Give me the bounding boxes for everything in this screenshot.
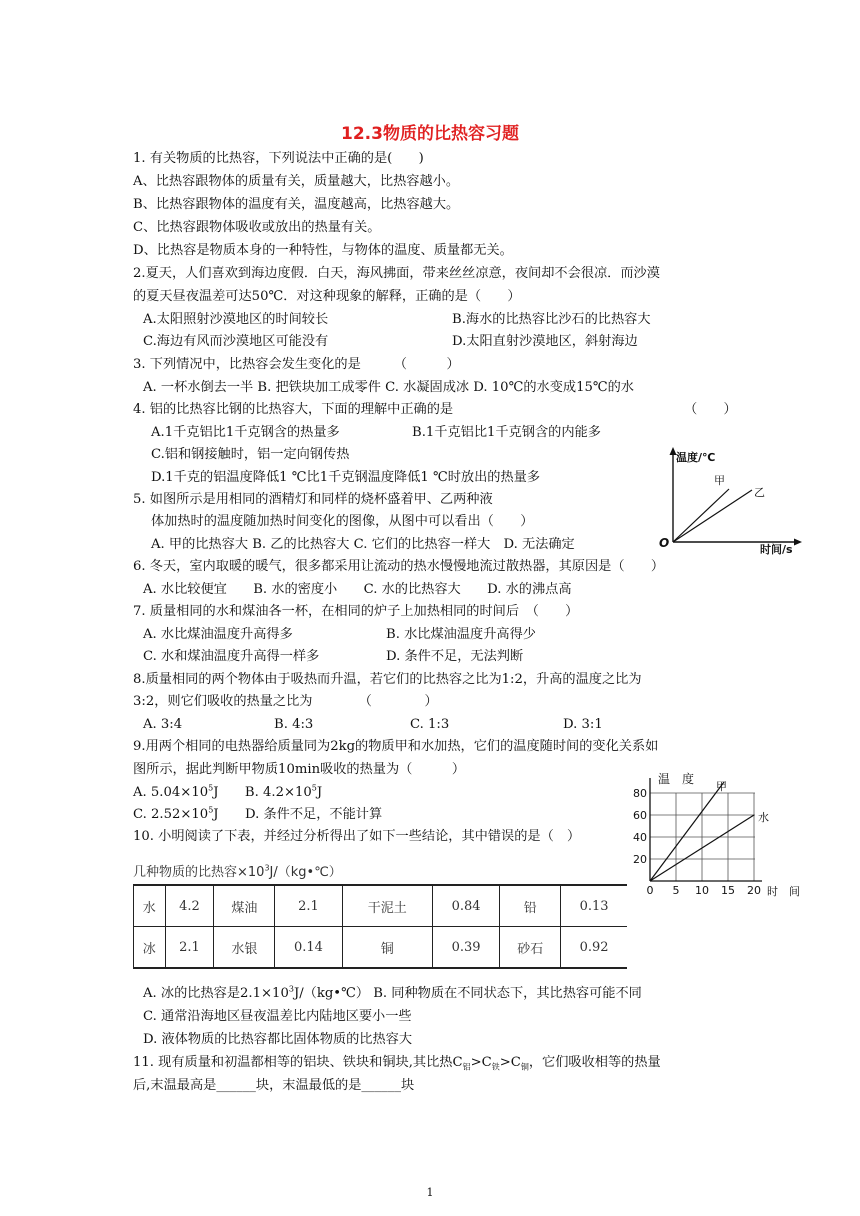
option-4d: D.1千克的铝温度降低1 ℃比1千克钢温度降低1 ℃时放出的热量多	[151, 470, 541, 485]
table-cell: 2.1	[165, 927, 214, 969]
option-10a-base: A. 冰的比热容是2.1×10	[143, 986, 289, 1001]
table-row	[134, 885, 628, 927]
question-3: 3. 下列情况中，比热容会发生变化的是 （ ）	[133, 357, 460, 372]
temperature-time-graph-2	[630, 770, 810, 900]
graph2-xlabel: 时 间	[767, 885, 800, 898]
graph1-origin: O	[659, 536, 670, 550]
options-6: A. 水比较便宜 B. 水的密度小 C. 水的比热容大 D. 水的沸点高	[143, 582, 572, 597]
option-1c: C、比热容跟物体吸收或放出的热量有关。	[133, 220, 381, 235]
option-10a-rest: J/（kg•℃） B. 同种物质在不同状态下，其比热容可能不同	[293, 986, 642, 1001]
question-2-line2: 的夏天昼夜温差可达50℃．对这种现象的解释，正确的是（ ）	[133, 289, 521, 304]
option-1d: D、比热容是物质本身的一种特性，与物体的温度、质量都无关。	[133, 243, 513, 258]
page-number: 1	[426, 1186, 434, 1199]
option-7a: A. 水比煤油温度升高得多	[143, 627, 293, 642]
graph1-label-yi: 乙	[754, 486, 765, 499]
options-5: A. 甲的比热容大 B. 乙的比热容大 C. 它们的比热容一样大 D. 无法确定	[151, 537, 575, 552]
option-7d: D. 条件不足，无法判断	[386, 649, 524, 664]
table-cell: 2.1	[275, 885, 342, 927]
option-9c-exp: 5	[208, 805, 214, 815]
graph2-xtick-0: 0	[646, 884, 654, 897]
graph1-line-jia	[673, 489, 729, 542]
table-cell: 0.39	[432, 927, 499, 969]
subscript-al: 铝	[462, 1062, 471, 1072]
question-7: 7. 质量相同的水和煤油各一杯，在相同的炉子上加热相同的时间后 （ ）	[133, 604, 579, 619]
temperature-time-graph-1	[656, 444, 808, 556]
question-2-line1: 2.夏天，人们喜欢到海边度假．白天，海风拂面，带来丝丝凉意，夜间却不会很凉．而沙漠	[133, 266, 660, 281]
option-2b: B.海水的比热容比沙石的比热容大	[452, 312, 651, 327]
graph2-ylabel: 温 度	[658, 772, 695, 786]
table-cell: 铜	[342, 927, 432, 969]
option-9c	[133, 807, 219, 822]
option-9a	[133, 785, 219, 800]
table-cell: 铅	[500, 885, 561, 927]
table-cell: 水银	[214, 927, 275, 969]
table-row	[134, 927, 628, 969]
option-8c: C. 1:3	[410, 717, 450, 732]
graph2-label-water: 水	[758, 811, 769, 824]
option-10c: C. 通常沿海地区昼夜温差比内陆地区要小一些	[143, 1009, 412, 1024]
option-4a: A.1千克铝比1千克钢含的热量多	[151, 425, 340, 440]
table-caption-unit: J/（kg•℃）	[269, 865, 342, 880]
option-9-row1	[133, 785, 322, 801]
option-9c-base: C. 2.52×10	[133, 807, 209, 822]
option-9b-unit: J	[316, 785, 323, 800]
option-2a: A.太阳照射沙漠地区的时间较长	[143, 312, 329, 327]
graph2-xtick-10: 10	[695, 884, 709, 897]
graph2-ytick-60: 60	[633, 809, 647, 822]
option-9a-base: A. 5.04×10	[133, 785, 209, 800]
graph2-ytick-20: 20	[633, 853, 647, 866]
question-5-line2: 体加热时的温度随加热时间变化的图像，从图中可以看出（ ）	[151, 514, 534, 529]
question-9-line1: 9.用两个相同的电热器给质量同为2kg的物质甲和水加热，它们的温度随时间的变化关系如	[133, 739, 659, 754]
table-cell: 0.92	[561, 927, 627, 969]
option-9a-exp: 5	[208, 783, 214, 793]
table-caption	[133, 861, 342, 880]
question-5-line1: 5. 如图所示是用相同的酒精灯和同样的烧杯盛着甲、乙两种液	[133, 492, 493, 507]
graph1-x-arrow	[794, 539, 802, 546]
table-cell: 煤油	[214, 885, 275, 927]
page-title: 12.3物质的比热容习题	[341, 124, 519, 144]
table-cell: 水	[134, 885, 166, 927]
table-caption-exp: 3	[264, 863, 270, 873]
option-9b	[245, 785, 322, 800]
question-1: 1. 有关物质的比热容，下列说法中正确的是( )	[133, 151, 424, 166]
graph2-ytick-80: 80	[633, 787, 647, 800]
subscript-fe: 铁	[491, 1062, 500, 1072]
question-11-text: 11. 现有质量和初温都相等的铝块、铁块和铜块,其比热C	[133, 1055, 463, 1070]
table-cell: 冰	[134, 927, 166, 969]
table-cell: 砂石	[500, 927, 561, 969]
question-4-bracket: （ ）	[684, 402, 737, 417]
option-8a: A. 3:4	[143, 717, 183, 732]
option-9b-exp: 5	[311, 783, 317, 793]
graph2-ytick-40: 40	[633, 831, 647, 844]
graph2-xtick-15: 15	[721, 884, 735, 897]
option-9-row2	[133, 807, 382, 823]
question-8-line2: 3:2，则它们吸收的热量之比为 （ ）	[133, 694, 438, 709]
option-1a: A、比热容跟物体的质量有关，质量越大，比热容越小。	[133, 174, 460, 189]
option-7c: C. 水和煤油温度升高得一样多	[143, 649, 320, 664]
option-2c: C.海边有风而沙漠地区可能没有	[143, 334, 329, 349]
option-9a-unit: J	[213, 785, 219, 800]
option-4b: B.1千克铝比1千克钢含的内能多	[412, 425, 601, 440]
table-cell: 0.84	[432, 885, 499, 927]
option-9b-base: B. 4.2×10	[244, 785, 312, 800]
graph2-label-jia: 甲	[716, 780, 727, 793]
option-8b: B. 4:3	[274, 717, 314, 732]
graph1-label-jia: 甲	[714, 474, 725, 487]
question-11-tail: ，它们吸收相等的热量	[528, 1055, 661, 1070]
question-10: 10. 小明阅读了下表，并经过分析得出了如下一些结论，其中错误的是（ ）	[133, 829, 581, 844]
question-6: 6. 冬天，室内取暖的暖气，很多都采用让流动的热水慢慢地流过散热器，其原因是（ ）	[133, 559, 665, 574]
subscript-cu: 铜	[520, 1062, 529, 1072]
graph1-line-yi	[673, 490, 752, 542]
table-cell: 0.13	[561, 885, 627, 927]
gt-symbol-2: >C	[499, 1055, 521, 1070]
option-8d: D. 3:1	[563, 717, 603, 732]
graph1-ylabel: 温度/℃	[676, 451, 716, 464]
option-4c: C.铝和钢接触时，铝一定向钢传热	[151, 447, 350, 462]
option-9d: D. 条件不足，不能计算	[245, 807, 383, 822]
options-3: A. 一杯水倒去一半 B. 把铁块加工成零件 C. 水凝固成冰 D. 10℃的水变成15℃的水	[143, 380, 634, 395]
question-11-line1	[133, 1055, 661, 1071]
question-4: 4. 铝的比热容比钢的比热容大，下面的理解中正确的是	[133, 402, 454, 417]
table-cell: 4.2	[165, 885, 214, 927]
graph2-xtick-5: 5	[672, 884, 680, 897]
graph2-xtick-20: 20	[747, 884, 761, 897]
option-10a-10b	[143, 986, 642, 1002]
table-cell: 0.14	[275, 927, 342, 969]
graph2-line-jia	[650, 782, 724, 881]
gt-symbol-1: >C	[470, 1055, 492, 1070]
option-1b: B、比热容跟物体的温度有关，温度越高，比热容越大。	[133, 197, 460, 212]
option-9c-unit: J	[213, 807, 219, 822]
question-8-line1: 8.质量相同的两个物体由于吸热而升温，若它们的比热容之比为1:2，升高的温度之比为	[133, 672, 642, 687]
option-2d: D.太阳直射沙漠地区，斜射海边	[452, 334, 638, 349]
specific-heat-table	[133, 884, 627, 969]
option-7b: B. 水比煤油温度升高得少	[386, 627, 536, 642]
graph1-xlabel: 时间/s	[760, 543, 793, 556]
question-11-line2: 后,末温最高是______块，末温最低的是______块	[133, 1078, 415, 1093]
graph2-grid	[650, 793, 755, 881]
question-9-line2	[133, 762, 465, 778]
table-caption-base: 几种物质的比热容×10	[133, 865, 265, 880]
question-9-text: 图所示，据此判断甲物质10min吸收的热量为（ ）	[133, 762, 466, 777]
option-10d: D. 液体物质的比热容都比固体物质的比热容大	[143, 1032, 413, 1047]
table-cell: 干泥土	[342, 885, 432, 927]
option-10a-exp: 3	[288, 984, 294, 994]
